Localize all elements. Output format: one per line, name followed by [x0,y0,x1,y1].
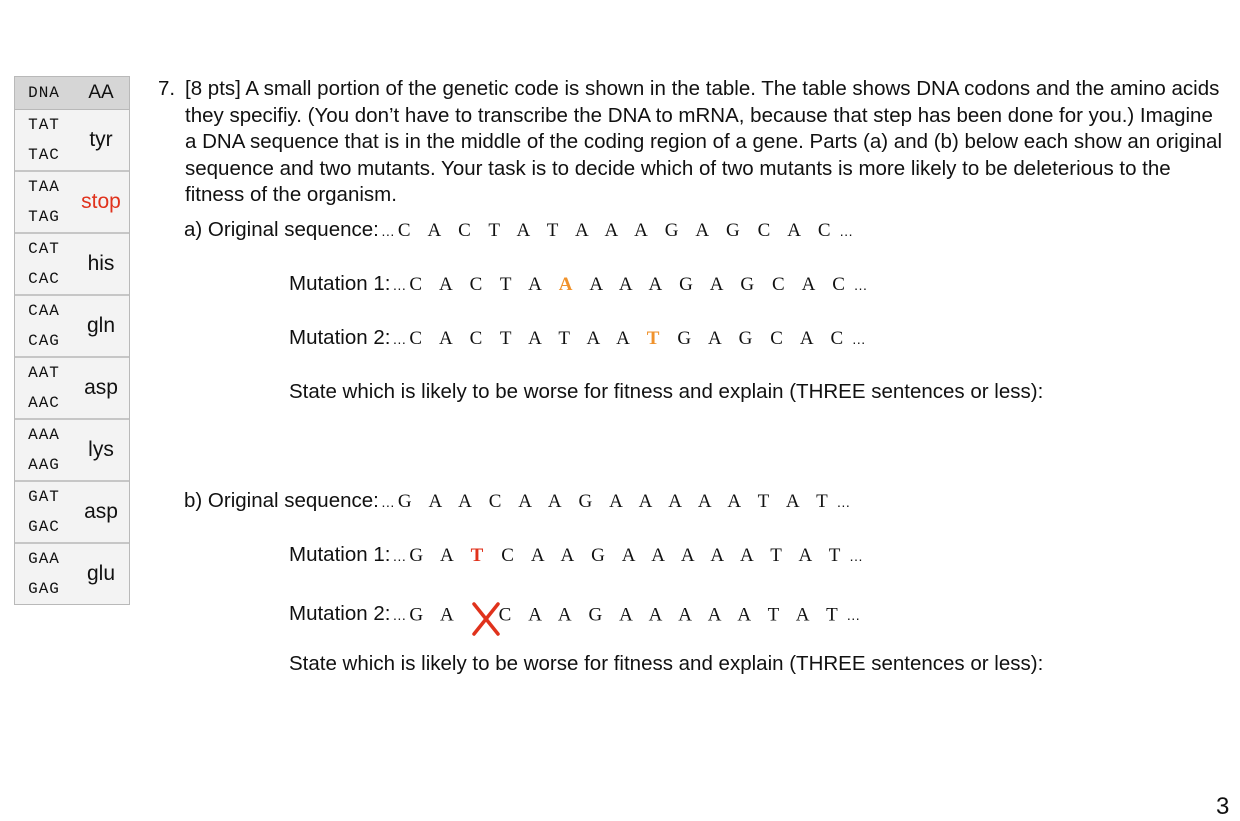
ellipsis: … [853,277,868,293]
sequence-suffix: C A A G A A A A A T A T [498,604,845,626]
sequence-prefix: C A C T A [409,274,559,295]
codon-column [15,358,73,418]
codon-cell: GAA [28,550,60,568]
codon-column [15,234,73,294]
ellipsis: … [380,223,395,239]
table-row [15,170,129,232]
codon-cell: GAT [28,488,60,506]
ellipsis: … [846,607,861,624]
ellipsis: … [392,277,407,293]
table-row [15,110,129,170]
question-number: 7. [158,77,176,100]
codon-column [15,482,73,542]
amino-acid-cell: tyr [73,110,129,170]
codon-cell: CAG [28,332,60,350]
mutation-label: Mutation 1: [289,543,391,566]
sequence [409,328,849,350]
header-aa: AA [88,82,114,103]
table-row [15,356,129,418]
codon-cell: TAC [28,146,60,164]
substituted-base: A [558,274,580,295]
sequence-suffix: C A A G A A A A A T A T [489,545,847,566]
codon-cell: AAG [28,456,60,474]
part-b-label: b) Original sequence: [184,489,379,512]
codon-column [15,172,73,232]
part-b-prompt: State which is likely to be worse for fitness and explain (THREE sentences or less): [289,652,1044,675]
amino-acid-cell: lys [73,420,129,480]
sequence-prefix: C A C T A T A A [409,328,647,349]
codon-column [15,544,73,604]
codon-cell: CAC [28,270,60,288]
ellipsis: … [392,331,407,347]
sequence: G A A C A A G A A A A A T A T [397,491,835,512]
table-row [15,480,129,542]
mutation-label: Mutation 2: [289,602,391,626]
table-row [15,542,129,604]
codon-cell: AAT [28,364,60,382]
table-body [15,110,129,604]
codon-cell: TAA [28,178,60,196]
codon-column [15,296,73,356]
substituted-base: T [646,328,666,349]
amino-acid-cell: glu [73,544,129,604]
amino-acid-cell: asp [73,482,129,542]
part-a-mutation-2 [289,326,869,350]
page-number: 3 [1216,793,1230,820]
sequence: C A C T A T A A A G A G C A C [397,220,838,241]
sequence-suffix: G A G C A C [666,328,850,349]
question-7 [158,76,1228,209]
sequence [409,598,844,634]
codon-cell: AAA [28,426,60,444]
table-row [15,294,129,356]
ellipsis: … [380,494,395,510]
ellipsis: … [848,548,863,564]
substituted-base: T [470,545,490,566]
question-text: [8 pts] A small portion of the genetic code is shown in the table. The table shows DNA codons and the amino acids they specifiy. (You don’t have to transcribe the DNA to mRNA, because that step has been done for you.) Imagine a DNA sequence that is in the middle of the coding region of a gene. Parts (a) and (b) below each show an original sequence and two mutants. Your task is to decide which of two mutants is more likely to be deleterious to the fitness of the organism. [185,77,1223,206]
mutation-label: Mutation 2: [289,326,391,349]
table-row [15,418,129,480]
amino-acid-cell: stop [73,172,129,232]
codon-cell: TAG [28,208,60,226]
part-b-mutation-2 [289,598,863,634]
codon-cell: CAT [28,240,60,258]
part-a-prompt: State which is likely to be worse for fitness and explain (THREE sentences or less): [289,380,1044,403]
sequence [409,274,851,296]
table-row [15,232,129,294]
codon-column [15,420,73,480]
sequence-prefix: G A [409,604,471,626]
codon-cell: CAA [28,302,60,320]
table-header [15,77,129,110]
ellipsis: … [392,607,407,624]
ellipsis: … [839,223,854,239]
sequence [409,545,847,567]
amino-acid-cell: his [73,234,129,294]
codon-cell: TAT [28,116,60,134]
codon-cell: GAC [28,518,60,536]
codon-column [15,110,73,170]
codon-table [14,76,130,605]
codon-cell: GAG [28,580,60,598]
part-a-mutation-1 [289,272,870,296]
mutation-label: Mutation 1: [289,272,391,295]
x-mark-icon [471,601,501,637]
part-a-original [184,218,856,242]
part-a-label: a) Original sequence: [184,218,379,241]
amino-acid-cell: gln [73,296,129,356]
part-b-original [184,489,853,513]
sequence-suffix: A A A G A G C A C [579,274,852,295]
part-b-mutation-1 [289,543,866,567]
amino-acid-cell: asp [73,358,129,418]
sequence-prefix: G A [409,545,471,566]
ellipsis: … [392,548,407,564]
ellipsis: … [851,331,866,347]
header-dna: DNA [28,84,60,102]
ellipsis: … [836,494,851,510]
codon-cell: AAC [28,394,60,412]
